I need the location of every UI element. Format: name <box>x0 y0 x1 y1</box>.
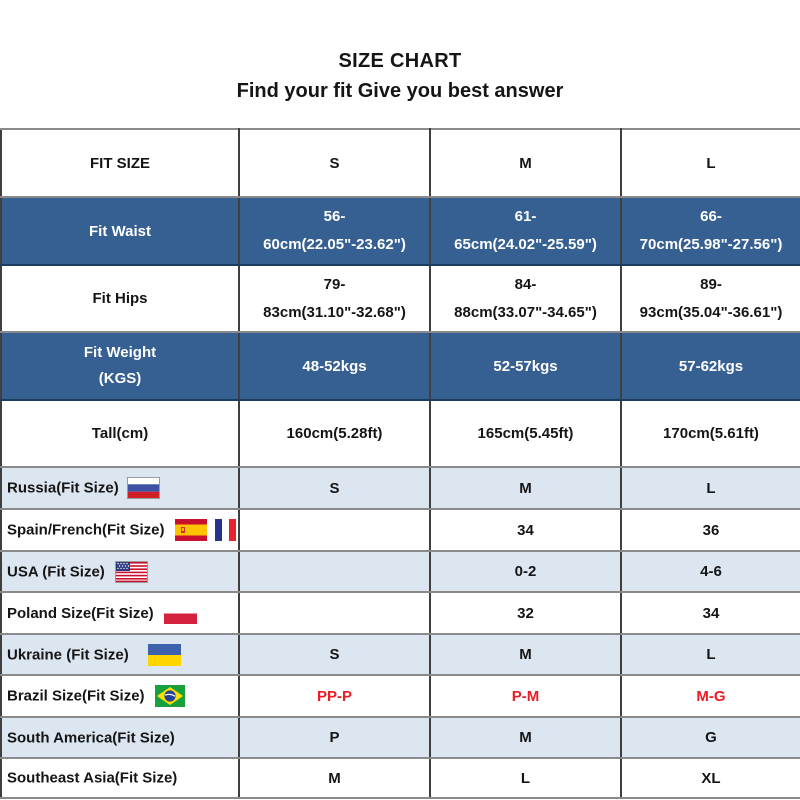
row-label: Poland Size(Fit Size) <box>1 592 239 634</box>
ukraine-m: M <box>430 634 621 675</box>
fit-weight-m: 52-57kgs <box>430 332 621 400</box>
spain-french-m: 34 <box>430 509 621 551</box>
row-label: Tall(cm) <box>1 400 239 467</box>
column-header-s: S <box>239 129 430 197</box>
page-header <box>0 0 800 103</box>
row-label: Ukraine (Fit Size) <box>1 634 239 675</box>
table-row-russia <box>1 467 800 509</box>
poland-flag-icon <box>164 603 197 624</box>
fit-waist-s: 56-60cm(22.05"-23.62") <box>239 197 430 265</box>
fit-hips-m: 84-88cm(33.07"-34.65") <box>430 265 621 332</box>
spain-flag-icon <box>175 519 207 541</box>
page-title: SIZE CHART <box>338 50 462 72</box>
brazil-m: P-M <box>430 675 621 717</box>
row-label: South America(Fit Size) <box>1 717 239 758</box>
table-row-brazil <box>1 675 800 717</box>
usa-flag-icon <box>115 561 148 583</box>
row-label: Russia(Fit Size) <box>1 467 239 509</box>
tall-m: 165cm(5.45ft) <box>430 400 621 467</box>
fit-weight-label-line1: Fit Weight <box>83 344 157 361</box>
southeast-asia-s: M <box>239 758 430 798</box>
south-america-l: G <box>621 717 800 758</box>
table-row-tall <box>1 400 800 467</box>
fit-weight-l: 57-62kgs <box>621 332 800 400</box>
fit-hips-l: 89-93cm(35.04"-36.61") <box>621 265 800 332</box>
fit-hips-s: 79-83cm(31.10"-32.68") <box>239 265 430 332</box>
row-label <box>1 332 239 400</box>
row-label: Fit Hips <box>1 265 239 332</box>
poland-l: 34 <box>621 592 800 634</box>
row-label: Spain/French(Fit Size) <box>1 509 239 551</box>
size-chart-table <box>0 128 800 799</box>
fit-weight-label-line2: (KGS) <box>98 370 142 387</box>
usa-m: 0-2 <box>430 551 621 592</box>
usa-s <box>239 551 430 592</box>
table-row-fit-hips <box>1 265 800 332</box>
ukraine-s: S <box>239 634 430 675</box>
tall-l: 170cm(5.61ft) <box>621 400 800 467</box>
table-row-south-america <box>1 717 800 758</box>
row-label: USA (Fit Size) <box>1 551 239 592</box>
spain-french-l: 36 <box>621 509 800 551</box>
column-header-fit-size: FIT SIZE <box>1 129 239 197</box>
fit-waist-l: 66-70cm(25.98"-27.56") <box>621 197 800 265</box>
tall-s: 160cm(5.28ft) <box>239 400 430 467</box>
table-row-usa <box>1 551 800 592</box>
brazil-l: M-G <box>621 675 800 717</box>
table-header-row <box>1 129 800 197</box>
column-header-m: M <box>430 129 621 197</box>
column-header-l: L <box>621 129 800 197</box>
france-flag-icon <box>215 519 236 541</box>
fit-waist-m: 61-65cm(24.02"-25.59") <box>430 197 621 265</box>
row-label: Fit Waist <box>1 197 239 265</box>
russia-s: S <box>239 467 430 509</box>
page-subtitle: Find your fit Give you best answer <box>236 80 564 102</box>
row-label: Brazil Size(Fit Size) <box>1 675 239 717</box>
table-row-ukraine <box>1 634 800 675</box>
russia-l: L <box>621 467 800 509</box>
fit-weight-s: 48-52kgs <box>239 332 430 400</box>
table-row-southeast-asia <box>1 758 800 798</box>
usa-l: 4-6 <box>621 551 800 592</box>
russia-m: M <box>430 467 621 509</box>
brazil-flag-icon <box>155 685 185 707</box>
table-row-fit-waist <box>1 197 800 265</box>
south-america-m: M <box>430 717 621 758</box>
table-row-fit-weight <box>1 332 800 400</box>
ukraine-flag-icon <box>148 644 181 666</box>
southeast-asia-m: L <box>430 758 621 798</box>
south-america-s: P <box>239 717 430 758</box>
spain-french-s <box>239 509 430 551</box>
brazil-s: PP-P <box>239 675 430 717</box>
russia-flag-icon <box>127 477 160 499</box>
poland-s <box>239 592 430 634</box>
southeast-asia-l: XL <box>621 758 800 798</box>
table-row-poland <box>1 592 800 634</box>
table-row-spain-french <box>1 509 800 551</box>
row-label: Southeast Asia(Fit Size) <box>1 758 239 798</box>
ukraine-l: L <box>621 634 800 675</box>
poland-m: 32 <box>430 592 621 634</box>
